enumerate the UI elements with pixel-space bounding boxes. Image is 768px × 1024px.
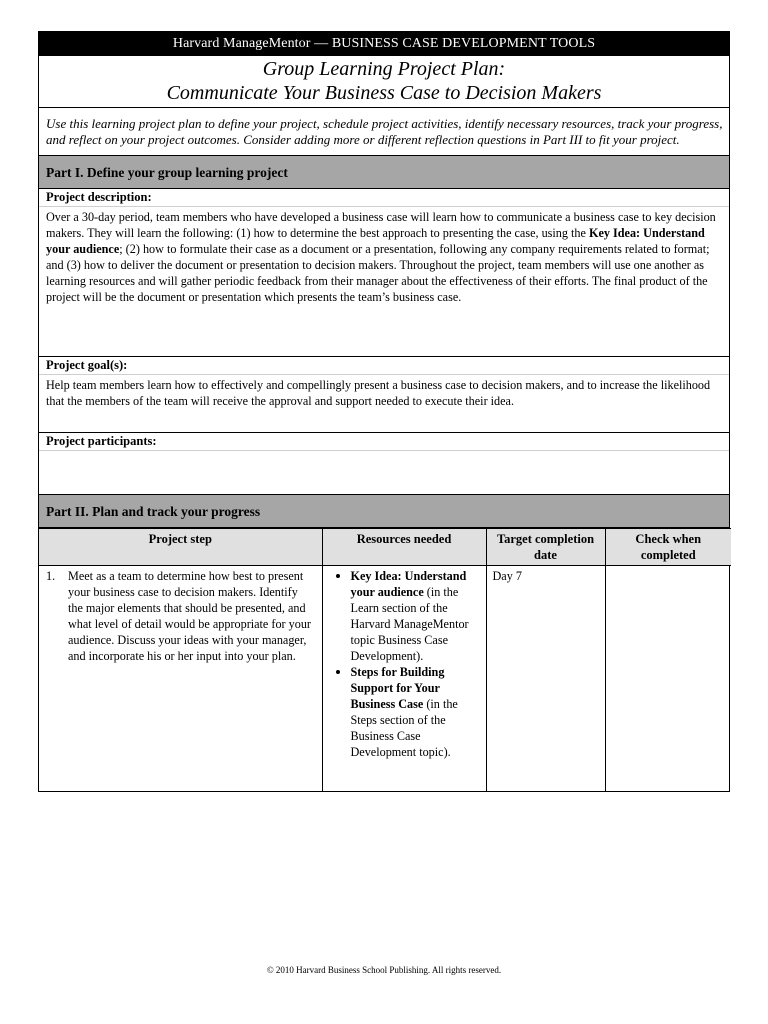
column-header-target-date: Target completion date (486, 529, 605, 566)
list-item (351, 664, 480, 760)
column-header-resources: Resources needed (322, 529, 486, 566)
step-text: Meet as a team to determine how best to present your business case to decision makers. Identify the major elements that should be presented, and what level of detail would be appropriate for your audience. Discuss your ideas with your manager, and incorporate his or her input into your plan. (68, 569, 311, 663)
project-participants-field[interactable] (39, 451, 729, 495)
title-line-2: Communicate Your Business Case to Decision Makers (166, 82, 602, 104)
project-step-cell (39, 566, 322, 791)
part2-heading: Part II. Plan and track your progress (39, 495, 729, 528)
target-date-cell[interactable]: Day 7 (486, 566, 605, 791)
resource-title: Key Idea: Understand your audience (350, 569, 467, 599)
copyright-footer: © 2010 Harvard Business School Publishing. All rights reserved. (266, 965, 502, 975)
resources-cell (322, 566, 486, 791)
project-goals-label: Project goal(s): (39, 357, 729, 375)
project-goals-text: Help team members learn how to effectively and compellingly present a business case to decision makers, and to increase the likelihood that the members of the team will receive the approval and support needed to execute their idea. (39, 375, 729, 433)
progress-table (39, 528, 731, 791)
intro-text: Use this learning project plan to define your project, schedule project activities, identify necessary resources, track your progress, and reflect on your project outcomes. Consider adding more or different reflection questions in Part III to fit your project. (39, 108, 729, 156)
description-run: ; (2) how to formulate their case as a document or a presentation, following any company requirements related to format; and (3) how to deliver the document or presentation to decision makers. Throughout the project, team members will use one another as learning resources and will gather periodic feedback from their manager about the effectiveness of their efforts. The final product of the project will be the document or presentation which presents the team’s business case. (46, 242, 710, 304)
project-description-label: Project description: (39, 189, 729, 207)
step-number: 1. (46, 569, 56, 583)
resources-list (329, 568, 480, 760)
header-banner: Harvard ManageMentor — BUSINESS CASE DEVELOPMENT TOOLS (39, 32, 729, 56)
document-title (39, 56, 729, 108)
document-page (38, 31, 730, 792)
part1-heading: Part I. Define your group learning project (39, 156, 729, 189)
column-header-project-step: Project step (39, 529, 322, 566)
list-item (351, 568, 480, 664)
resource-detail: (in the Steps section of the Business Case Development topic). (350, 697, 458, 759)
table-row (39, 566, 731, 791)
resource-title: Steps for Building Support for Your Business Case (350, 665, 445, 711)
description-run-bold: Key Idea: Understand your audience (46, 226, 705, 256)
column-header-check: Check when completed (605, 529, 731, 566)
check-completed-cell[interactable] (605, 566, 731, 791)
table-header-row (39, 529, 731, 566)
description-run: Over a 30-day period, team members who have developed a business case will learn how to communicate a business case to key decision makers. They will learn the following: (1) how to determine the best approach to presenting the case, using the (46, 210, 716, 240)
title-line-1: Group Learning Project Plan: (262, 58, 506, 80)
project-description-text (39, 207, 729, 357)
resource-detail: (in the Learn section of the Harvard ManageMentor topic Business Case Development). (350, 585, 469, 663)
project-participants-label: Project participants: (39, 433, 729, 451)
